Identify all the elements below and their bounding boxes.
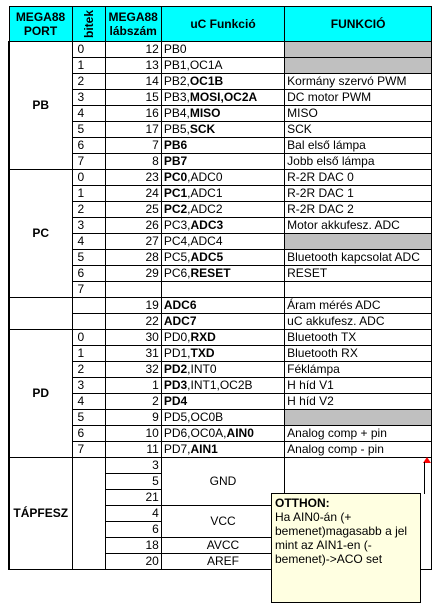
uc-function-bold: RXD [190, 330, 216, 344]
bit-cell[interactable]: 4 [72, 234, 105, 250]
pin-cell[interactable]: 2 [105, 394, 161, 410]
port-cell[interactable]: PB [9, 42, 72, 170]
uc-function-cell[interactable] [161, 74, 284, 90]
uc-function-bold: OC1B [189, 74, 224, 88]
pin-cell[interactable]: 8 [105, 154, 161, 170]
bit-cell[interactable]: 4 [72, 106, 105, 122]
bit-cell[interactable] [72, 314, 105, 330]
power-label-cell[interactable]: VCC [161, 506, 284, 538]
uc-function-bold: PC2 [163, 202, 188, 216]
function-cell[interactable]: SCK [285, 122, 432, 138]
uc-function-text: PC5, [163, 250, 191, 264]
pin-cell[interactable]: 21 [105, 490, 161, 506]
uc-function-cell[interactable] [161, 122, 284, 138]
uc-function-bold: PC1 [163, 186, 188, 200]
table-row [9, 298, 432, 314]
uc-function-text: PD6,OC0A, [163, 426, 227, 440]
bit-cell[interactable]: 3 [72, 378, 105, 394]
table-row [9, 250, 432, 266]
pin-cell[interactable]: 30 [105, 330, 161, 346]
uc-function-bold: AIN0 [226, 426, 254, 440]
pin-cell[interactable]: 27 [105, 234, 161, 250]
function-cell[interactable]: Bluetooth RX [285, 346, 432, 362]
function-cell[interactable]: R-2R DAC 0 [285, 170, 432, 186]
uc-function-bold: PD3 [163, 378, 188, 392]
bit-cell[interactable]: 1 [72, 58, 105, 74]
uc-function-cell[interactable] [161, 394, 284, 410]
comment-connector [424, 462, 425, 494]
bit-cell[interactable]: 5 [72, 122, 105, 138]
pin-cell[interactable]: 29 [105, 266, 161, 282]
function-cell[interactable]: Analog comp + pin [285, 426, 432, 442]
uc-function-cell[interactable] [161, 346, 284, 362]
table-row [9, 74, 432, 90]
note-text: Ha AIN0-án (+ bemenet)magasabb a jel mint az AIN1-en (- bemenet)->ACO set [275, 510, 408, 566]
bit-cell[interactable] [72, 298, 105, 314]
uc-function-text: PB5, [163, 122, 190, 136]
header-func[interactable]: FUNKCIÓ [285, 7, 432, 42]
uc-function-bold: RESET [190, 266, 231, 280]
function-cell[interactable]: RESET [285, 266, 432, 282]
table-row [9, 170, 432, 186]
uc-function-cell[interactable] [161, 378, 284, 394]
pin-cell[interactable]: 3 [105, 458, 161, 474]
function-cell[interactable]: Bal első lámpa [285, 138, 432, 154]
uc-function-text: PB4, [163, 106, 190, 120]
uc-function-bold: PB7 [163, 154, 188, 168]
uc-function-cell[interactable] [161, 410, 284, 426]
bit-cell[interactable]: 0 [72, 170, 105, 186]
uc-function-cell[interactable] [161, 298, 284, 314]
pin-cell[interactable]: 13 [105, 58, 161, 74]
bit-cell[interactable]: 2 [72, 362, 105, 378]
port-cell[interactable]: PC [9, 170, 72, 298]
pin-cell[interactable]: 19 [105, 298, 161, 314]
uc-function-text: PD5,OC0B [163, 410, 224, 424]
uc-function-cell[interactable] [161, 202, 284, 218]
table-row [9, 234, 432, 250]
table-row [9, 90, 432, 106]
pin-cell[interactable]: 24 [105, 186, 161, 202]
function-cell[interactable]: Jobb első lámpa [285, 154, 432, 170]
table-row [9, 202, 432, 218]
table-row [9, 314, 432, 330]
port-cell[interactable]: TÁPFESZ [9, 458, 72, 570]
pin-cell[interactable]: 31 [105, 346, 161, 362]
uc-function-cell[interactable] [161, 282, 284, 298]
bit-cell[interactable]: 1 [72, 346, 105, 362]
uc-function-bold: PD4 [163, 394, 188, 408]
table-row [9, 218, 432, 234]
table-row [9, 410, 432, 426]
power-label-cell[interactable]: AREF [161, 554, 284, 570]
port-cell[interactable]: PD [9, 330, 72, 458]
port-cell[interactable] [9, 298, 72, 330]
table-row [9, 378, 432, 394]
uc-function-bold: PB6 [163, 138, 188, 152]
uc-function-cell[interactable] [161, 442, 284, 458]
comment-note[interactable] [271, 493, 421, 603]
uc-function-cell[interactable] [161, 42, 284, 58]
uc-function-tail: ,INT1,OC2B [187, 378, 253, 392]
uc-function-bold: TXD [190, 346, 215, 360]
pin-cell[interactable]: 7 [105, 138, 161, 154]
pin-cell[interactable]: 11 [105, 442, 161, 458]
function-cell[interactable] [285, 234, 432, 250]
pin-cell[interactable]: 18 [105, 538, 161, 554]
bit-cell[interactable]: 0 [72, 42, 105, 58]
bit-cell[interactable]: 5 [72, 250, 105, 266]
bit-cell[interactable]: 1 [72, 186, 105, 202]
header-bit-label: bitek [81, 9, 96, 39]
bit-cell[interactable]: 0 [72, 330, 105, 346]
uc-function-tail: ,ADC0 [187, 170, 223, 184]
uc-function-text: PC6, [163, 266, 191, 280]
uc-function-tail: ,ADC1 [187, 186, 223, 200]
uc-function-cell[interactable] [161, 170, 284, 186]
function-cell[interactable]: Kormány szervó PWM [285, 74, 432, 90]
bit-cell[interactable]: 7 [72, 154, 105, 170]
uc-function-text: PC3, [163, 218, 191, 232]
table-row [9, 186, 432, 202]
pin-cell[interactable]: 28 [105, 250, 161, 266]
function-cell[interactable]: DC motor PWM [285, 90, 432, 106]
uc-function-bold: PD2 [163, 362, 188, 376]
bit-cell[interactable]: 7 [72, 442, 105, 458]
function-cell[interactable]: Bluetooth TX [285, 330, 432, 346]
function-cell[interactable] [285, 410, 432, 426]
function-cell[interactable]: MISO [285, 106, 432, 122]
pin-cell[interactable]: 26 [105, 218, 161, 234]
uc-function-text: PB0 [163, 42, 187, 56]
table-row [9, 394, 432, 410]
header-row [9, 7, 432, 42]
uc-function-cell[interactable] [161, 330, 284, 346]
function-cell[interactable]: Féklámpa [285, 362, 432, 378]
power-label-cell[interactable]: GND [161, 458, 284, 506]
uc-function-cell[interactable] [161, 186, 284, 202]
bit-cell[interactable]: 2 [72, 202, 105, 218]
bit-cell[interactable]: 2 [72, 74, 105, 90]
uc-function-bold: MOSI,OC2A [189, 90, 258, 104]
pin-cell[interactable]: 12 [105, 42, 161, 58]
pin-cell[interactable]: 14 [105, 74, 161, 90]
uc-function-bold: ADC6 [163, 298, 197, 312]
bit-cell[interactable]: 3 [72, 218, 105, 234]
bit-cell[interactable]: 3 [72, 90, 105, 106]
table-row [9, 282, 432, 298]
table-row [9, 42, 432, 58]
pin-table [8, 6, 432, 570]
function-cell[interactable]: R-2R DAC 2 [285, 202, 432, 218]
pin-cell[interactable]: 32 [105, 362, 161, 378]
bit-cell[interactable]: 6 [72, 426, 105, 442]
function-cell[interactable]: uC akkufesz. ADC [285, 314, 432, 330]
pin-cell[interactable]: 1 [105, 378, 161, 394]
uc-function-text: PD0, [163, 330, 191, 344]
header-bit[interactable] [72, 7, 105, 42]
pin-cell[interactable]: 20 [105, 554, 161, 570]
uc-function-cell[interactable] [161, 426, 284, 442]
pin-cell[interactable]: 22 [105, 314, 161, 330]
power-label-cell[interactable]: AVCC [161, 538, 284, 554]
function-cell[interactable]: H híd V2 [285, 394, 432, 410]
table-row [9, 458, 432, 474]
function-cell[interactable] [285, 42, 432, 58]
pin-cell[interactable]: 4 [105, 506, 161, 522]
uc-function-cell[interactable] [161, 314, 284, 330]
pin-cell[interactable]: 17 [105, 122, 161, 138]
table-row [9, 138, 432, 154]
function-cell[interactable]: R-2R DAC 1 [285, 186, 432, 202]
uc-function-bold: MISO [189, 106, 221, 120]
table-row [9, 154, 432, 170]
header-pin[interactable]: MEGA88 lábszám [105, 7, 161, 42]
function-cell[interactable]: Bluetooth kapcsolat ADC [285, 250, 432, 266]
uc-function-bold: PC0 [163, 170, 188, 184]
function-cell[interactable]: Áram mérés ADC [285, 298, 432, 314]
table-row [9, 58, 432, 74]
bit-cell[interactable]: 5 [72, 410, 105, 426]
uc-function-bold: AIN1 [190, 442, 218, 456]
table-row [9, 442, 432, 458]
uc-function-text: PB2, [163, 74, 190, 88]
uc-function-cell[interactable] [161, 266, 284, 282]
bit-cell[interactable] [72, 458, 105, 570]
uc-function-bold: SCK [189, 122, 216, 136]
function-cell[interactable]: Motor akkufesz. ADC [285, 218, 432, 234]
pin-cell[interactable]: 10 [105, 426, 161, 442]
uc-function-cell[interactable] [161, 250, 284, 266]
pin-cell[interactable]: 9 [105, 410, 161, 426]
table-row [9, 346, 432, 362]
header-uc[interactable]: uC Funkció [161, 7, 284, 42]
uc-function-cell[interactable] [161, 154, 284, 170]
uc-function-text: PC4,ADC4 [163, 234, 223, 248]
bit-cell[interactable]: 4 [72, 394, 105, 410]
pin-cell[interactable]: 25 [105, 202, 161, 218]
uc-function-tail: ,ADC2 [187, 202, 223, 216]
bit-cell[interactable]: 7 [72, 282, 105, 298]
pin-cell[interactable]: 6 [105, 522, 161, 538]
header-port[interactable]: MEGA88 PORT [9, 7, 72, 42]
uc-function-cell[interactable] [161, 106, 284, 122]
uc-function-bold: ADC7 [163, 314, 197, 328]
uc-function-cell[interactable] [161, 58, 284, 74]
table-row [9, 362, 432, 378]
function-cell[interactable]: Analog comp - pin [285, 442, 432, 458]
uc-function-tail: ,INT0 [187, 362, 217, 376]
function-cell[interactable]: H híd V1 [285, 378, 432, 394]
note-title: OTTHON: [275, 496, 330, 510]
pin-cell[interactable]: 5 [105, 474, 161, 490]
pin-cell[interactable] [105, 282, 161, 298]
uc-function-cell[interactable] [161, 234, 284, 250]
table-row [9, 426, 432, 442]
function-cell[interactable] [285, 58, 432, 74]
table-row [9, 330, 432, 346]
uc-function-cell[interactable] [161, 218, 284, 234]
table-row [9, 266, 432, 282]
uc-function-bold: ADC5 [190, 250, 224, 264]
uc-function-text: PB3, [163, 90, 190, 104]
uc-function-text: PD7, [163, 442, 191, 456]
pin-cell[interactable]: 15 [105, 90, 161, 106]
uc-function-text: PD1, [163, 346, 191, 360]
uc-function-cell[interactable] [161, 138, 284, 154]
table-row [9, 106, 432, 122]
uc-function-text: PB1,OC1A [163, 58, 223, 72]
pin-cell[interactable]: 16 [105, 106, 161, 122]
bit-cell[interactable]: 6 [72, 266, 105, 282]
function-cell[interactable] [285, 282, 432, 298]
bit-cell[interactable]: 6 [72, 138, 105, 154]
uc-function-cell[interactable] [161, 362, 284, 378]
uc-function-cell[interactable] [161, 90, 284, 106]
table-row [9, 122, 432, 138]
uc-function-bold: ADC3 [190, 218, 224, 232]
pin-cell[interactable]: 23 [105, 170, 161, 186]
